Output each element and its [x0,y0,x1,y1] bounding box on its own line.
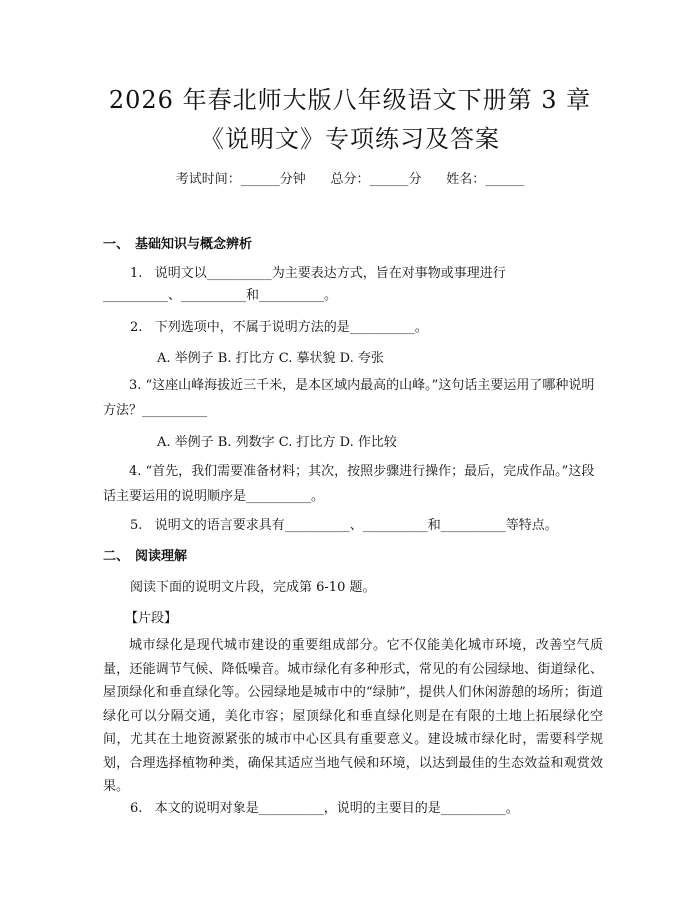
question-1-line-2: __________、__________和__________。 [103,288,338,303]
question-3-stem: 3. “这座山峰海拔近三千米，是本区域内最高的山峰。”这句话主要运用了哪种说明方法？__________ [103,378,595,418]
question-1-line-1: 1. 说明文以__________为主要表达方式，旨在对事物或事理进行 [130,266,506,281]
reading-passage: 城市绿化是现代城市建设的重要组成部分。它不仅能美化城市环境，改善空气质量，还能调节气候、降低噪音。城市绿化有多种形式，常见的有公园绿地、街道绿化、屋顶绿化和垂直绿化等。公园绿地是城市中的“绿肺”，提供人们休闲游憩的场所；街道绿化可以分隔交通，美化市容；屋顶绿化和垂直绿化则是在有限的土地上拓展绿化空间，尤其在土地资源紧张的城市中心区具有重要意义。建设城市绿化时，需要科学规划，合理选择植物种类，确保其适应当地气候和环境，以达到最佳的生态效益和观赏效果。 [103,638,603,794]
question-2-stem: 2. 下列选项中，不属于说明方法的是__________。 [130,320,428,335]
section-number: 一、 [103,237,130,252]
exam-meta: 考试时间：______分钟 总分：______分 姓名：______ [175,172,525,187]
section-heading-1 [103,233,252,252]
question-3-options: A. 举例子 B. 列数字 C. 打比方 D. 作比较 [157,435,397,450]
passage-tag: 【片段】 [125,611,178,626]
question-4-stem: 4. “首先，我们需要准备材料；其次，按照步骤进行操作；最后，完成作品。”这段话主要运用的说明顺序是__________。 [103,464,595,504]
section-heading-2 [103,545,187,564]
question-6-stem: 6. 本文的说明对象是__________，说明的主要目的是__________。 [130,801,519,816]
page-title-line-2: 《说明文》专项练习及答案 [200,125,500,153]
section-title: 基础知识与概念辨析 [135,237,253,252]
page-title-line-1: 2026 年春北师大版八年级语文下册第 3 章 [108,86,592,114]
reading-intro: 阅读下面的说明文片段，完成第 6-10 题。 [130,580,376,595]
question-2-options: A. 举例子 B. 打比方 C. 摹状貌 D. 夸张 [157,351,384,366]
section-number: 二、 [103,549,130,564]
question-5-stem: 5. 说明文的语言要求具有__________、__________和__________等特点。 [130,518,558,533]
section-title: 阅读理解 [135,549,188,564]
